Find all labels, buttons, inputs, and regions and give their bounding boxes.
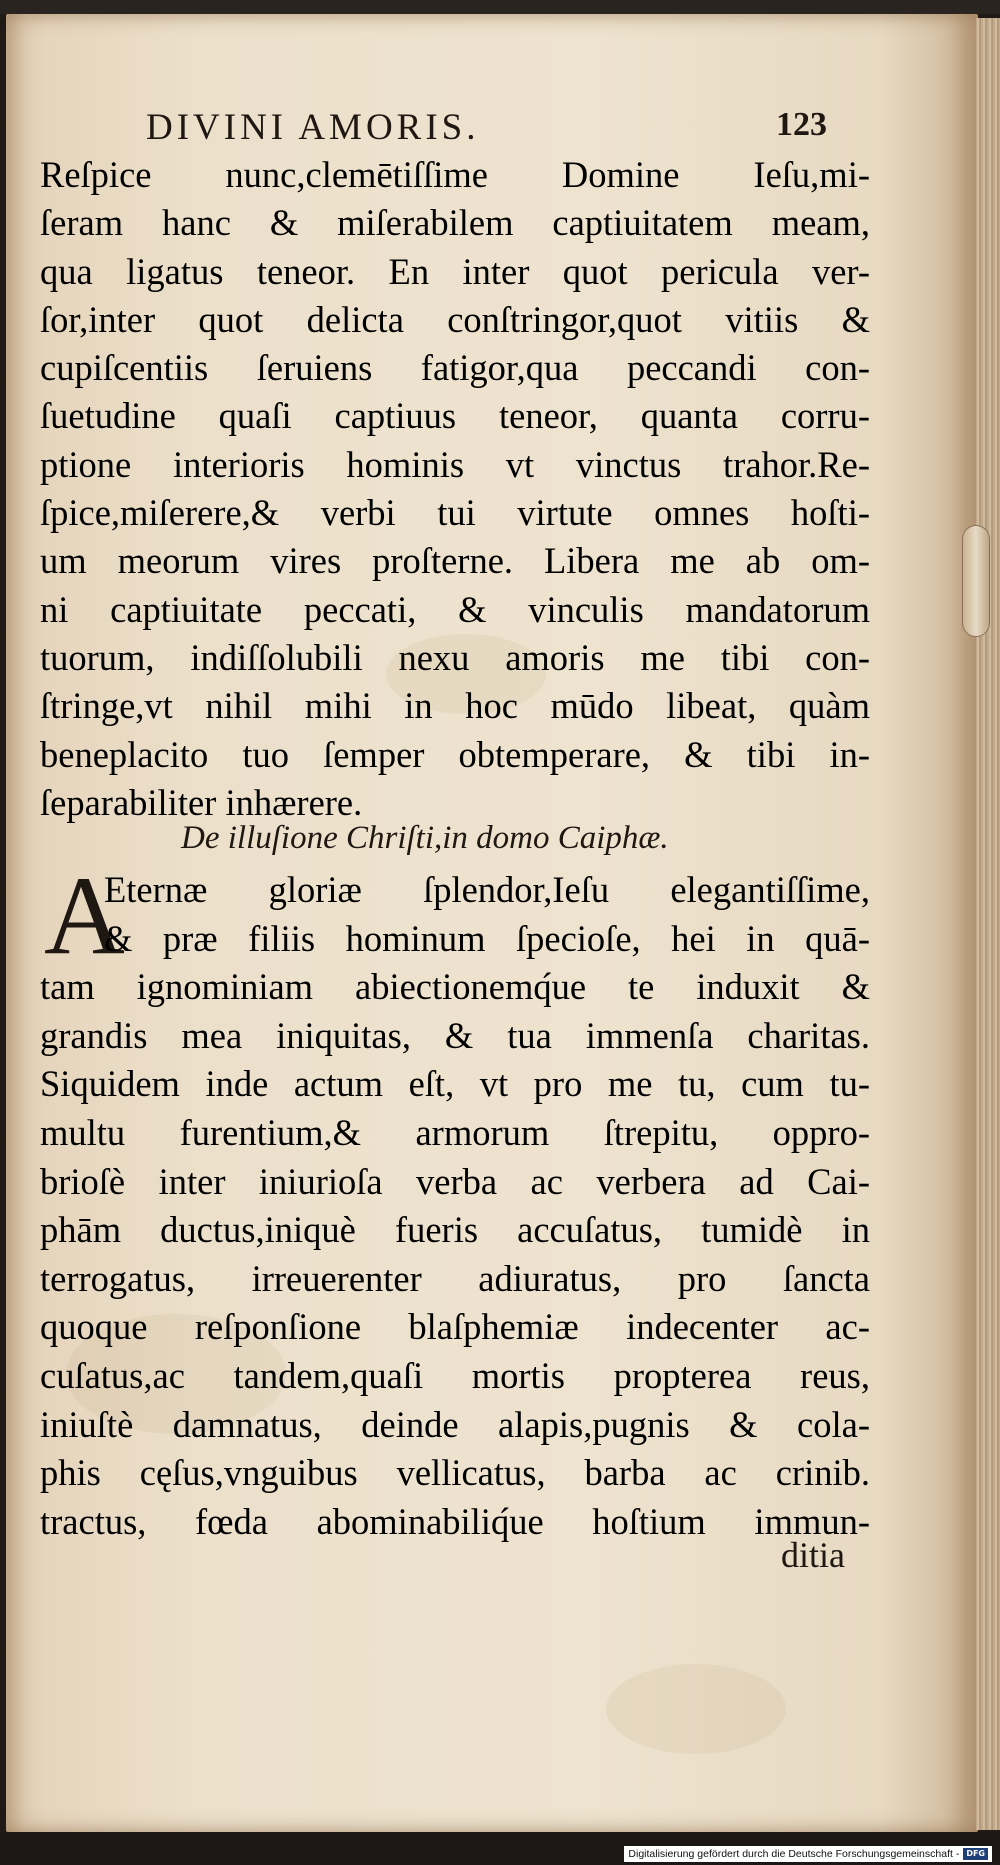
text-line: ſtringe,vt nihil mihi in hoc mūdo libeat, quàm — [40, 685, 870, 727]
text-line: ſeram hanc & miſerabilem captiuitatem meam, — [40, 202, 870, 244]
text-line: ſuetudine quaſi captiuus teneor, quanta corru- — [40, 395, 870, 437]
text-line: iniuſtè damnatus, deinde alapis,pugnis & cola- — [40, 1403, 870, 1445]
book-clasp — [962, 525, 990, 637]
section-heading: De illuſione Chriſti,in domo Caiphæ. — [181, 820, 669, 856]
text-line: phis cęſus,vnguibus vellicatus, barba ac crinib. — [40, 1452, 870, 1494]
text-line: ni captiuitate peccati, & vinculis mandatorum — [40, 588, 870, 630]
running-head: DIVINI AMORIS. — [146, 107, 480, 148]
text-line: terrogatus, irreuerenter adiuratus, pro ſancta — [40, 1257, 870, 1299]
paragraph-2 — [40, 866, 870, 1546]
text-line: quoque reſponſione blaſphemiæ indecenter ac- — [40, 1306, 870, 1348]
catchword: ditia — [781, 1535, 845, 1575]
text-line: Eternæ gloriæ ſplendor,Ieſu elegantiſſime, — [104, 869, 870, 910]
text-line: brioſè inter iniurioſa verba ac verbera ad Cai- — [40, 1160, 870, 1202]
text-line: & præ filiis hominum ſpecioſe, hei in quā- — [104, 917, 870, 959]
text-line: cupiſcentiis ſeruiens fatigor,qua peccandi con- — [40, 347, 870, 389]
text-line: um meorum vires proſterne. Libera me ab om- — [40, 540, 870, 582]
text-line: Reſpice nunc,clemētiſſime Domine Ieſu,mi- — [40, 154, 870, 195]
paper-stain — [606, 1664, 786, 1754]
text-line: tuorum, indiſſolubili nexu amoris me tibi con- — [40, 636, 870, 678]
funding-credit-text: Digitalisierung gefördert durch die Deutsche Forschungsgemeinschaft - — [628, 1848, 960, 1860]
text-line: cuſatus,ac tandem,quaſi mortis propterea reus, — [40, 1354, 870, 1396]
paragraph-1 — [40, 151, 870, 827]
page-fore-edge — [976, 18, 1000, 1830]
text-line: ptione interioris hominis vt vinctus trahor.Re- — [40, 443, 870, 485]
text-line: tam ignominiam abiectionemq́ue te induxit & — [40, 966, 870, 1008]
page-number: 123 — [776, 106, 827, 143]
text-line: ſor,inter quot delicta conſtringor,quot vitiis & — [40, 298, 870, 340]
drop-cap: A — [44, 854, 125, 978]
text-line: qua ligatus teneor. En inter quot pericula ver- — [40, 250, 870, 292]
top-scan-border — [0, 0, 1000, 14]
text-line: phām ductus,iniquè fueris accuſatus, tumidè in — [40, 1209, 870, 1251]
text-line: multu furentium,& armorum ſtrepitu, oppro- — [40, 1111, 870, 1153]
text-line: Siquidem inde actum eſt, vt pro me tu, cum tu- — [40, 1063, 870, 1105]
text-line: tractus, fœda abominabiliq́ue hoſtium immun- — [40, 1500, 870, 1542]
book-page — [6, 14, 978, 1832]
bottom-scan-border — [0, 1832, 1000, 1865]
text-line: beneplacito tuo ſemper obtemperare, & tibi in- — [40, 733, 870, 775]
text-line: ſeparabiliter inhærere. — [40, 781, 363, 823]
text-line: grandis mea iniquitas, & tua immenſa charitas. — [40, 1014, 870, 1056]
dfg-logo-icon: DFG — [963, 1848, 988, 1860]
text-line: ſpice,miſerere,& verbi tui virtute omnes hoſti- — [40, 492, 870, 534]
funding-credit — [624, 1846, 992, 1862]
